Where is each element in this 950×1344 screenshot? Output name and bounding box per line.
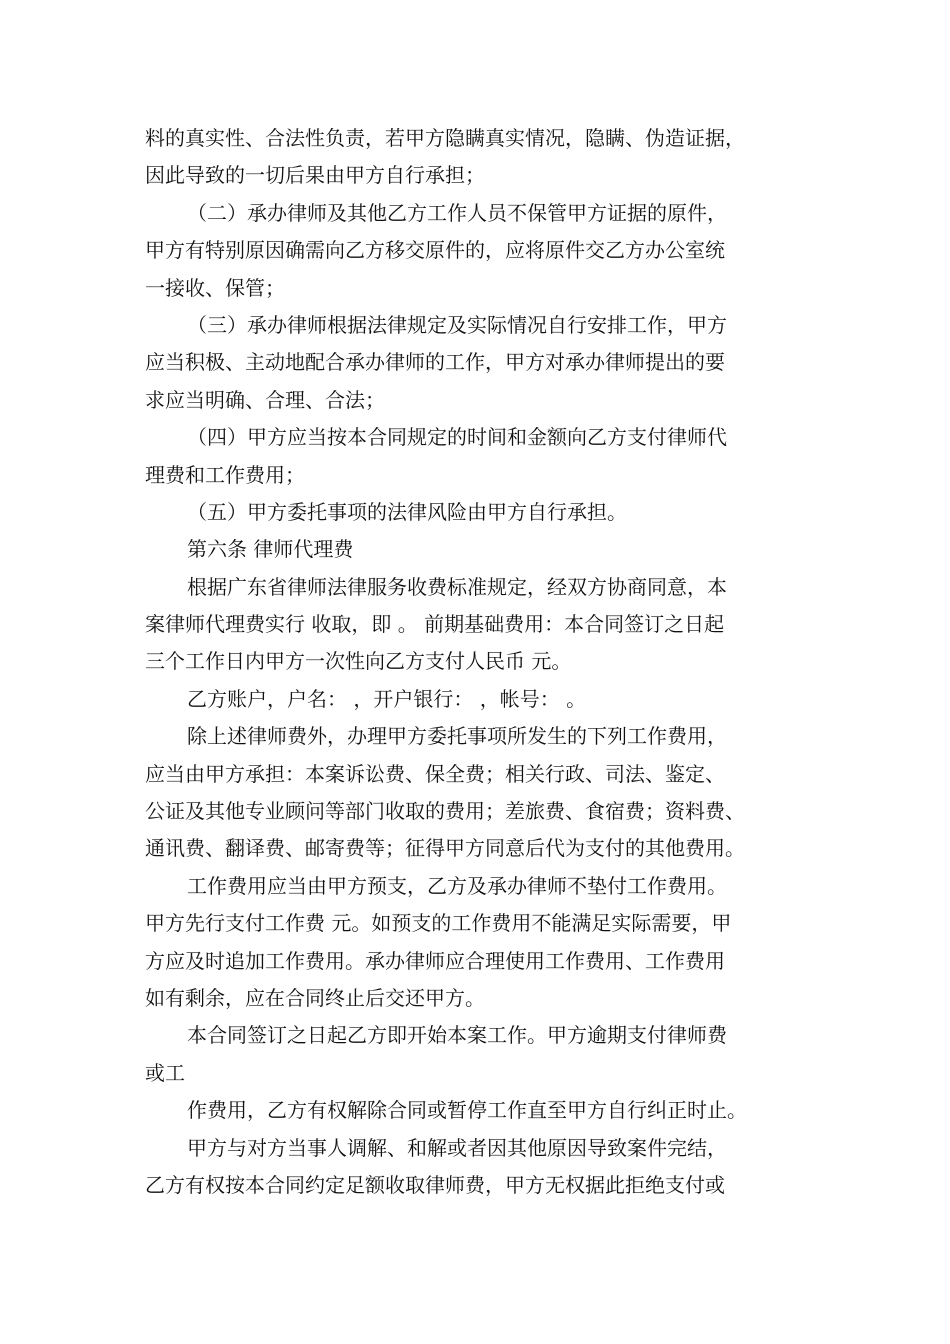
document-line: 公证及其他专业顾问等部门收取的费用；差旅费、食宿费；资料费、	[145, 799, 745, 824]
document-line: 因此导致的一切后果由甲方自行承担；	[145, 163, 485, 188]
document-line: 除上述律师费外，办理甲方委托事项所发生的下列工作费用，	[187, 724, 727, 749]
document-line: 或工	[145, 1060, 185, 1085]
document-line: 理费和工作费用；	[145, 462, 305, 487]
document-line: （二）承办律师及其他乙方工作人员不保管甲方证据的原件，	[187, 200, 727, 225]
document-line: （三）承办律师根据法律规定及实际情况自行安排工作，甲方	[187, 312, 727, 337]
document-line: （四）甲方应当按本合同规定的时间和金额向乙方支付律师代	[187, 425, 727, 450]
document-line: 根据广东省律师法律服务收费标准规定，经双方协商同意，本	[187, 574, 727, 599]
document-line: 求应当明确、合理、合法；	[145, 387, 385, 412]
document-line: 应当积极、主动地配合承办律师的工作，甲方对承办律师提出的要	[145, 350, 725, 375]
document-line: 一接收、保管；	[145, 275, 285, 300]
document-line: 甲方与对方当事人调解、和解或者因其他原因导致案件完结，	[187, 1135, 727, 1160]
document-line: 方应及时追加工作费用。承办律师应合理使用工作费用、工作费用	[145, 948, 725, 973]
document-line: 甲方先行支付工作费 元。如预支的工作费用不能满足实际需要，甲	[145, 911, 732, 936]
document-line: 乙方有权按本合同约定足额收取律师费，甲方无权据此拒绝支付或	[145, 1172, 725, 1197]
document-line: 工作费用应当由甲方预支，乙方及承办律师不垫付工作费用。	[187, 873, 727, 898]
document-line: 本合同签订之日起乙方即开始本案工作。甲方逾期支付律师费	[187, 1023, 727, 1048]
document-line: 作费用，乙方有权解除合同或暂停工作直至甲方自行纠正时止。	[187, 1098, 747, 1123]
document-line: 如有剩余，应在合同终止后交还甲方。	[145, 985, 485, 1010]
document-line: 应当由甲方承担：本案诉讼费、保全费；相关行政、司法、鉴定、	[145, 761, 725, 786]
document-line: 料的真实性、合法性负责，若甲方隐瞒真实情况，隐瞒、伪造证据，	[145, 126, 745, 150]
document-line: （五）甲方委托事项的法律风险由甲方自行承担。	[187, 499, 627, 524]
document-line: 三个工作日内甲方一次性向乙方支付人民币 元。	[145, 649, 572, 674]
document-line: 通讯费、翻译费、邮寄费等；征得甲方同意后代为支付的其他费用。	[145, 836, 745, 861]
document-body	[145, 120, 825, 1204]
document-line: 甲方有特别原因确需向乙方移交原件的，应将原件交乙方办公室统	[145, 238, 725, 263]
document-line: 案律师代理费实行 收取，即 。 前期基础费用：本合同签订之日起	[145, 612, 725, 637]
document-line: 乙方账户，户名： ，开户银行： ，帐号： 。	[187, 686, 587, 711]
document-line: 第六条 律师代理费	[187, 537, 354, 562]
